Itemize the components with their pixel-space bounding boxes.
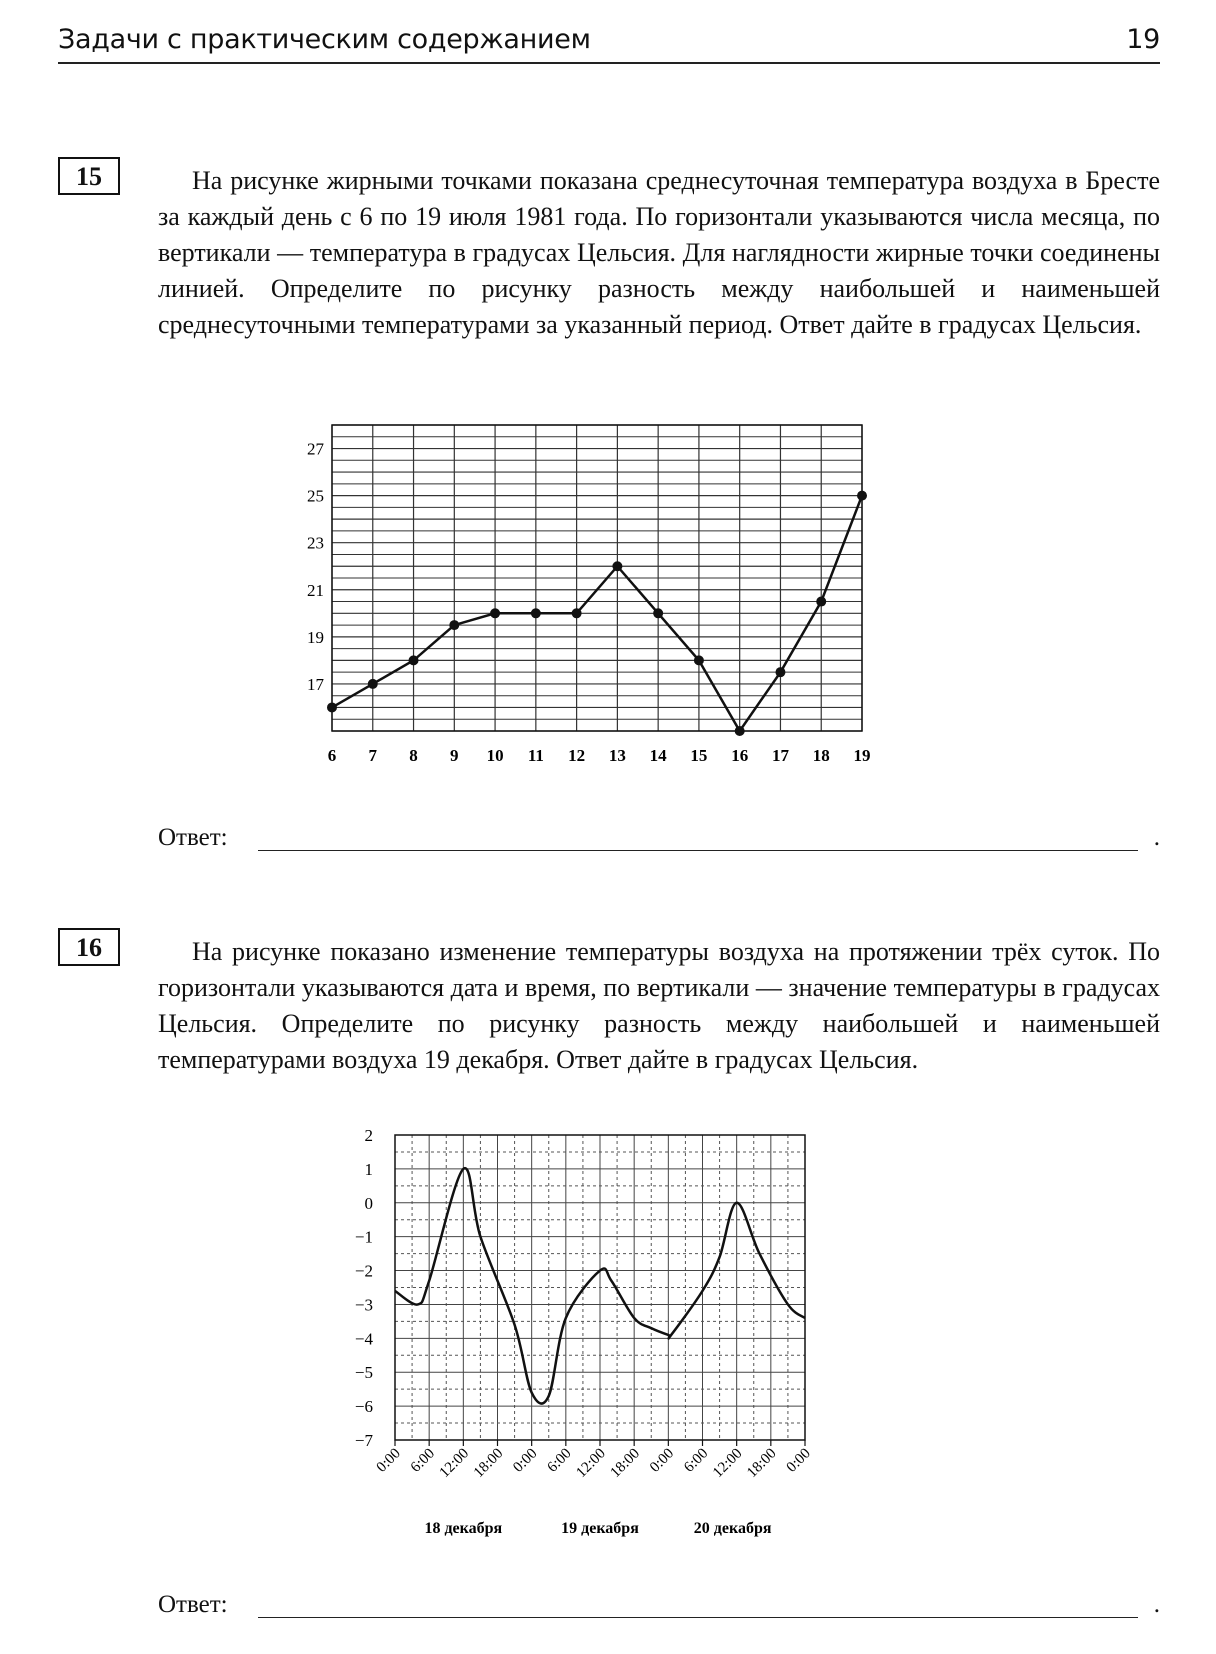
x-tick-label: 14 bbox=[649, 746, 667, 765]
x-tick-label: 12:00 bbox=[710, 1445, 746, 1481]
x-tick-label: 18:00 bbox=[607, 1445, 643, 1481]
x-tick-label: 6:00 bbox=[407, 1445, 438, 1476]
data-point bbox=[857, 491, 867, 501]
x-tick-label: 16 bbox=[731, 746, 749, 765]
y-tick-label: 17 bbox=[307, 674, 324, 694]
x-tick-label: 12:00 bbox=[573, 1445, 609, 1481]
data-point bbox=[653, 608, 663, 618]
task-number: 15 bbox=[58, 157, 120, 195]
y-tick-label: −7 bbox=[354, 1431, 373, 1450]
x-tick-label: 6:00 bbox=[544, 1445, 575, 1476]
data-point bbox=[612, 561, 622, 571]
data-point bbox=[327, 702, 337, 712]
y-tick-label: −3 bbox=[354, 1295, 373, 1315]
task-number: 16 bbox=[58, 928, 120, 966]
x-tick-label: 18:00 bbox=[470, 1445, 507, 1481]
y-tick-label: 19 bbox=[307, 627, 324, 647]
data-point bbox=[368, 679, 378, 689]
answer-15 bbox=[158, 818, 1160, 858]
y-tick-label: 25 bbox=[307, 486, 324, 506]
x-tick-label: 15 bbox=[690, 746, 708, 765]
answer-label: Ответ: bbox=[158, 1591, 228, 1618]
temperature-december-chart bbox=[340, 1125, 900, 1565]
x-tick-label: 9 bbox=[450, 746, 459, 765]
task-text: На рисунке показано изменение температуры воздуха на протяжении трёх суток. По горизонтали указываются дата и время, по вертикали — значение температуры в градусах Цельсия. Определите по рисунку разность между наибольшей и наименьшей температурами воздуха 19 декабря. Ответ дайте в градусах Цельсия. bbox=[158, 937, 1160, 1074]
x-tick-label: 6 bbox=[327, 746, 337, 765]
data-point bbox=[816, 597, 826, 607]
section-title: Задачи с практическим содержанием bbox=[58, 24, 591, 55]
answer-label: Ответ: bbox=[158, 824, 228, 851]
x-tick-label: 6:00 bbox=[681, 1445, 712, 1476]
y-tick-label: −1 bbox=[354, 1227, 373, 1247]
x-tick-label: 0:00 bbox=[783, 1445, 814, 1476]
y-tick-label: 23 bbox=[307, 533, 324, 553]
answer-period: . bbox=[1153, 1591, 1160, 1618]
page-number: 19 bbox=[1126, 24, 1160, 55]
x-tick-label: 7 bbox=[368, 746, 378, 765]
x-tick-label: 12:00 bbox=[436, 1445, 473, 1481]
day-label: 19 декабря bbox=[561, 1520, 639, 1537]
y-tick-label: −4 bbox=[354, 1329, 373, 1349]
x-tick-label: 12 bbox=[568, 746, 586, 765]
x-tick-label: 19 bbox=[853, 746, 871, 765]
day-label: 18 декабря bbox=[424, 1520, 503, 1537]
x-tick-label: 18 bbox=[812, 746, 830, 765]
x-tick-label: 0:00 bbox=[646, 1445, 678, 1476]
data-point bbox=[775, 667, 785, 677]
x-tick-label: 13 bbox=[608, 746, 626, 765]
x-tick-label: 18:00 bbox=[744, 1445, 780, 1481]
data-point bbox=[490, 608, 500, 618]
x-tick-label: 0:00 bbox=[510, 1445, 541, 1476]
x-tick-label: 8 bbox=[409, 746, 418, 765]
answer-line[interactable] bbox=[258, 1617, 1138, 1618]
x-tick-label: 0:00 bbox=[373, 1445, 404, 1476]
data-point bbox=[531, 608, 541, 618]
x-tick-label: 17 bbox=[771, 746, 789, 765]
task-15 bbox=[58, 157, 1160, 387]
data-point bbox=[694, 655, 704, 665]
y-tick-label: −5 bbox=[354, 1363, 373, 1383]
grid bbox=[332, 425, 862, 731]
x-tick-label: 11 bbox=[527, 746, 544, 765]
page-header bbox=[58, 20, 1160, 64]
task-16 bbox=[58, 928, 1160, 1108]
day-label: 20 декабря bbox=[693, 1520, 772, 1537]
data-point bbox=[735, 726, 745, 736]
y-tick-label: 2 bbox=[364, 1126, 373, 1145]
data-point bbox=[572, 608, 582, 618]
x-tick-label: 10 bbox=[486, 746, 504, 765]
data-point bbox=[409, 655, 419, 665]
y-tick-label: 1 bbox=[364, 1159, 373, 1179]
y-tick-label: −6 bbox=[354, 1397, 373, 1417]
task-text: На рисунке жирными точками показана среднесуточная температура воздуха в Бресте за каждый день с 6 по 19 июля 1981 года. По горизонтали указываются числа месяца, по вертикали — температура в градусах Цельсия. Для наглядности жирные точки соединены линией. Определите по рисунку разность между наибольшей и наименьшей среднесуточными температурами за указанный период. Ответ дайте в градусах Цельсия. bbox=[158, 166, 1160, 339]
temperature-brest-chart bbox=[290, 415, 910, 790]
y-tick-label: 27 bbox=[307, 439, 324, 459]
data-point bbox=[449, 620, 459, 630]
answer-line[interactable] bbox=[258, 850, 1138, 851]
y-tick-label: 0 bbox=[364, 1193, 373, 1213]
y-tick-label: 21 bbox=[307, 580, 324, 600]
answer-period: . bbox=[1153, 824, 1160, 851]
answer-16 bbox=[158, 1585, 1160, 1625]
y-tick-label: −2 bbox=[354, 1261, 373, 1281]
